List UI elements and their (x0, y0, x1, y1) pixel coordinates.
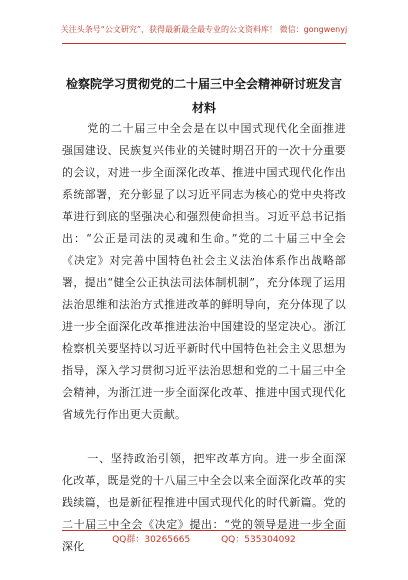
footer-qq: QQ：535304092 (221, 535, 296, 545)
footer-qq-group: QQ群：30265665 (112, 535, 191, 545)
document-title: 检察院学习贯彻党的二十届三中全会精神研讨班发言材料 (65, 77, 342, 115)
paragraph-intro: 党的二十届三中全会是在以中国式现代化全面推进强国建设、民族复兴伟业的关键时期召开的一次十分重要的会议，对进一步全面深化改革、推进中国式现代化作出系统部署，充分彰显了以习近平同志为核心的党中央将改革进行到底的坚强决心和强烈使命担当。习近平总书记指出：“公正是司法的灵魂和生命。”党的二十届三中全会《决定》对完善中国特色社会主义法治体系作出战略部署，提出“健全公正执法司法体制机制”，充分体现了运用法治思维和法治方式推进改革的鲜明导向，充分体现了以进一步全面深化改革推进法治中国建设的坚定决心。浙江检察机关要坚持以习近平新时代中国特色社会主义思想为指导，深入学习贯彻习近平法治思想和党的二十届三中全会精神，为浙江进一步全面深化改革、推进中国式现代化省域先行作出更大贡献。 (62, 122, 346, 421)
footer-contact (0, 534, 408, 546)
footer-divider (62, 530, 346, 531)
paragraph-section-one: 一、坚持政治引领，把牢改革方向。进一步全面深化改革，既是党的十八届三中全会以来全面深化改革的实践续篇，也是新征程推进中国式现代化的时代新篇。党的二十届三中全会《决定》提出：“党的领导是进一步全面深化 (62, 452, 346, 553)
header-banner: 关注头条号“公文研究”，获得最新最全最专业的公文资料库！ 微信：gongwenyj (60, 25, 348, 34)
header-divider (62, 43, 346, 44)
document-body (62, 118, 346, 580)
